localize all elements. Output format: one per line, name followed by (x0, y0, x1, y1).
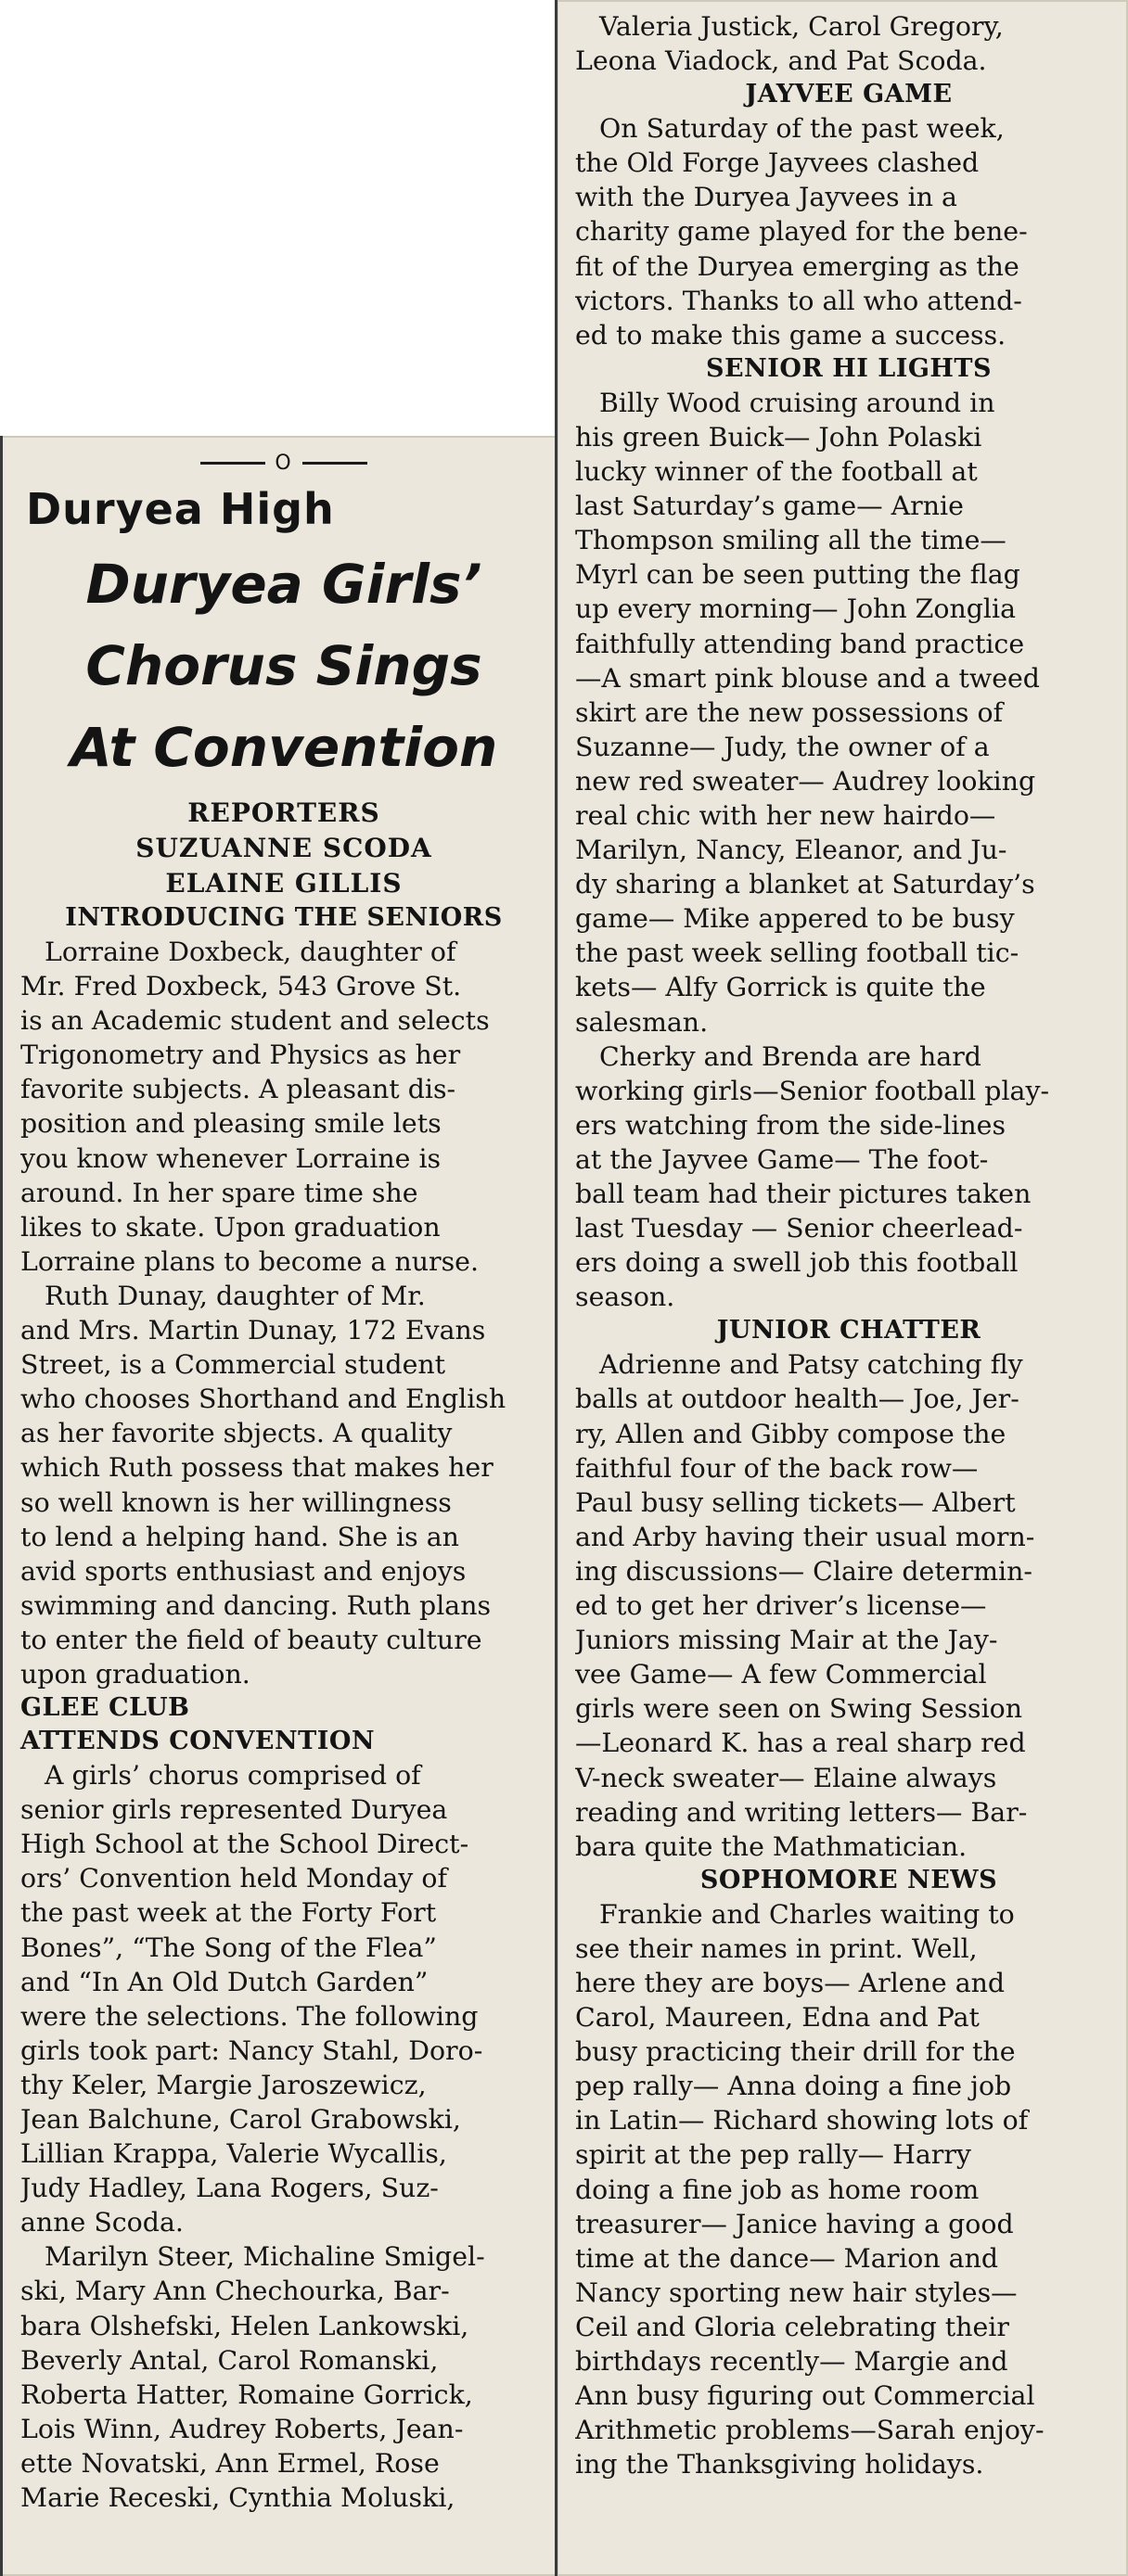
text-line: balls at outdoor health— Joe, Jer- (575, 1384, 1019, 1415)
text-line: see their names in print. Well, (575, 1932, 978, 1964)
text-line: bara Olshefski, Helen Lankowski, (20, 2310, 469, 2341)
text-line: the Old Forge Jayvees clashed (575, 147, 980, 179)
text-line: up every morning— John Zonglia (575, 593, 1017, 625)
text-line: girls were seen on Swing Session (575, 1693, 1023, 1725)
text-line: fit of the Duryea emerging as the (575, 250, 1019, 282)
text-line: ed to make this game a success. (575, 319, 1006, 351)
text-line: Marilyn, Nancy, Eleanor, and Ju- (575, 835, 1007, 866)
continuation-text (575, 9, 1122, 78)
text-line: game— Mike appered to be busy (575, 903, 1015, 935)
text-line: the past week selling football tic- (575, 937, 1019, 969)
glee-paragraph (20, 2239, 547, 2515)
text-line: ed to get her driver’s license— (575, 1590, 987, 1622)
text-line: so well known is her willingness (20, 1486, 452, 1518)
senior-highlights-heading: SENIOR HI LIGHTS (705, 353, 993, 383)
sophomore-paragraph (575, 1897, 1122, 2482)
text-line: time at the dance— Marion and (575, 2242, 999, 2274)
text-line: Arithmetic problems—Sarah enjoy- (575, 2415, 1045, 2446)
text-line: ball team had their pictures taken (575, 1179, 1032, 1209)
text-line: and Arby having their usual morn- (575, 1521, 1035, 1552)
text-line: Lorraine plans to become a nurse. (20, 1245, 479, 1277)
text-line: Bones”, “The Song of the Flea” (20, 1932, 437, 1963)
senior-highlights-paragraph (575, 1039, 1122, 1315)
text-line: favorite subjects. A pleasant dis- (20, 1074, 456, 1105)
text-line: Suzanne— Judy, the owner of a (575, 731, 990, 762)
separator-line (200, 462, 265, 465)
text-line: senior girls represented Duryea (20, 1794, 448, 1826)
text-line: ers watching from the side-lines (575, 1109, 1006, 1141)
text-line: avid sports enthusiast and enjoys (20, 1555, 467, 1587)
glee-subheading: ATTENDS CONVENTION (20, 1727, 376, 1756)
text-line: bara quite the Mathmatician. (575, 1830, 968, 1862)
text-line: Leona Viadock, and Pat Scoda. (575, 45, 987, 77)
text-line: Beverly Antal, Carol Romanski, (20, 2344, 439, 2376)
text-line: Nancy sporting new hair styles— (575, 2276, 1018, 2308)
text-line: pep rally— Anna doing a fine job (575, 2071, 1012, 2102)
text-line: were the selections. The following (20, 2000, 479, 2032)
junior-paragraph (575, 1347, 1122, 1863)
left-edge-rule (0, 436, 3, 2576)
text-line: spirit at the pep rally— Harry (575, 2139, 971, 2171)
headline-line: Chorus Sings (85, 634, 482, 697)
text-line: Paul busy selling tickets— Albert (575, 1486, 1016, 1518)
headline-line: At Convention (70, 716, 498, 779)
text-line: Thompson smiling all the time— (575, 525, 1006, 556)
separator-line (302, 462, 367, 465)
text-line: last Saturday’s game— Arnie (575, 491, 964, 522)
text-line: ors’ Convention held Monday of (20, 1863, 447, 1894)
text-line: doing a fine job as home room (575, 2174, 980, 2205)
text-line: —Leonard K. has a real sharp red (575, 1728, 1026, 1759)
text-line: anne Scoda. (20, 2207, 184, 2238)
text-line: is an Academic student and selects (20, 1005, 490, 1037)
reporters-heading: REPORTERS (187, 797, 380, 828)
text-line: last Tuesday — Senior cheerlead- (575, 1213, 1023, 1244)
text-line: ers doing a swell job this football (575, 1247, 1019, 1279)
text-line: likes to skate. Upon graduation (20, 1211, 441, 1243)
jayvee-paragraph (575, 111, 1122, 352)
text-line: Roberta Hatter, Romaine Gorrick, (20, 2378, 473, 2410)
text-line: victors. Thanks to all who attend- (575, 285, 1022, 316)
text-line: in Latin— Richard showing lots of (575, 2105, 1029, 2136)
text-line: which Ruth possess that makes her (20, 1452, 494, 1484)
separator-glyph: O (275, 452, 293, 475)
jayvee-heading: JAYVEE GAME (745, 80, 953, 109)
text-line: treasurer— Janice having a good (575, 2208, 1014, 2239)
reporter-name: SUZUANNE SCODA (135, 833, 432, 863)
text-line: V-neck sweater— Elaine always (575, 1762, 997, 1793)
senior-highlights-paragraph (575, 386, 1122, 1039)
seniors-paragraph (20, 935, 547, 1279)
text-line: who chooses Shorthand and English (20, 1384, 506, 1415)
text-line: season. (575, 1282, 675, 1313)
separator (20, 443, 547, 480)
text-line: busy practicing their drill for the (575, 2036, 1016, 2068)
text-line: Cherky and Brenda are hard (599, 1040, 981, 1072)
text-line: On Saturday of the past week, (599, 113, 1005, 145)
text-line: working girls—Senior football play- (575, 1075, 1050, 1106)
seniors-heading: INTRODUCING THE SENIORS (65, 903, 503, 932)
text-line: you know whenever Lorraine is (20, 1142, 442, 1174)
text-line: salesman. (575, 1006, 709, 1038)
text-line: and Mrs. Martin Dunay, 172 Evans (20, 1315, 486, 1346)
text-line: at the Jayvee Game— The foot- (575, 1143, 989, 1175)
text-line: Lois Winn, Audrey Roberts, Jean- (20, 2413, 464, 2444)
text-line: Judy Hadley, Lana Rogers, Suz- (20, 2173, 439, 2204)
text-line: ski, Mary Ann Chechourka, Bar- (20, 2276, 450, 2307)
text-line: thy Keler, Margie Jaroszewicz, (20, 2069, 427, 2100)
text-line: Marie Receski, Cynthia Moluski, (20, 2482, 455, 2514)
text-line: Billy Wood cruising around in (599, 387, 995, 418)
text-line: lucky winner of the football at (575, 456, 978, 488)
text-line: Trigonometry and Physics as her (20, 1039, 461, 1071)
text-line: upon graduation. (20, 1658, 250, 1690)
text-line: real chic with her new hairdo— (575, 799, 996, 831)
text-line: Lorraine Doxbeck, daughter of (45, 937, 456, 967)
text-line: and “In An Old Dutch Garden” (20, 1966, 429, 1997)
text-line: his green Buick— John Polaski (575, 421, 982, 453)
text-line: new red sweater— Audrey looking (575, 765, 1036, 797)
text-line: Adrienne and Patsy catching fly (599, 1349, 1023, 1381)
text-line: birthdays recently— Margie and (575, 2346, 1008, 2377)
text-line: with the Duryea Jayvees in a (575, 182, 957, 213)
sophomore-heading: SOPHOMORE NEWS (699, 1865, 998, 1894)
text-line: A girls’ chorus comprised of (45, 1760, 421, 1792)
reporter-name: ELAINE GILLIS (165, 868, 403, 899)
text-line: Marilyn Steer, Michaline Smigel- (45, 2241, 485, 2273)
text-line: Valeria Justick, Carol Gregory, (599, 11, 1004, 42)
text-line: here they are boys— Arlene and (575, 1967, 1006, 1998)
text-line: Ruth Dunay, daughter of Mr. (45, 1280, 426, 1311)
headline-line: Duryea Girls’ (85, 553, 482, 616)
text-line: Myrl can be seen putting the flag (575, 559, 1020, 591)
text-line: Ann busy figuring out Commercial (575, 2380, 1035, 2412)
headline (20, 543, 547, 788)
text-line: charity game played for the bene- (575, 216, 1028, 248)
text-line: Lillian Krappa, Valerie Wycallis, (20, 2138, 447, 2170)
glee-paragraph (20, 1758, 547, 2239)
text-line: Carol, Maureen, Edna and Pat (575, 2002, 980, 2034)
text-line: vee Game— A few Commercial (575, 1659, 987, 1690)
text-line: Juniors missing Mair at the Jay- (575, 1625, 998, 1656)
text-line: reading and writing letters— Bar- (575, 1796, 1028, 1828)
junior-heading: JUNIOR CHATTER (716, 1316, 981, 1345)
text-line: swimming and dancing. Ruth plans (20, 1589, 492, 1621)
seniors-paragraph (20, 1279, 547, 1691)
column-rule (555, 0, 558, 2576)
right-column (575, 9, 1122, 2481)
text-line: around. In her spare time she (20, 1177, 418, 1208)
text-line: ette Novatski, Ann Ermel, Rose (20, 2447, 440, 2479)
text-line: girls took part: Nancy Stahl, Doro- (20, 2034, 483, 2066)
glee-heading: GLEE CLUB (20, 1693, 190, 1723)
text-line: skirt are the new possessions of (575, 696, 1004, 728)
text-line: position and pleasing smile lets (20, 1108, 442, 1140)
text-line: to enter the field of beauty culture (20, 1624, 482, 1655)
text-line: Street, is a Commercial student (20, 1349, 446, 1381)
text-line: High School at the School Direct- (20, 1829, 469, 1860)
text-line: ing discussions— Claire determin- (575, 1555, 1032, 1587)
text-line: kets— Alfy Gorrick is quite the (575, 972, 986, 1003)
text-line: ing the Thanksgiving holidays. (575, 2449, 984, 2480)
text-line: Frankie and Charles waiting to (599, 1898, 1015, 1930)
text-line: faithfully attending band practice (575, 628, 1025, 659)
text-line: Mr. Fred Doxbeck, 543 Grove St. (20, 971, 462, 1002)
text-line: as her favorite sbjects. A quality (20, 1418, 453, 1449)
text-line: dy sharing a blanket at Saturday’s (575, 869, 1035, 900)
text-line: Ceil and Gloria celebrating their (575, 2311, 1009, 2342)
text-line: Jean Balchune, Carol Grabowski, (20, 2104, 461, 2135)
text-line: ry, Allen and Gibby compose the (575, 1418, 1006, 1449)
left-column (20, 443, 547, 2515)
kicker: Duryea High (26, 484, 335, 534)
text-line: faithful four of the back row— (575, 1452, 979, 1484)
text-line: to lend a helping hand. She is an (20, 1521, 459, 1552)
text-line: the past week at the Forty Fort (20, 1897, 437, 1929)
text-line: —A smart pink blouse and a tweed (575, 662, 1040, 694)
